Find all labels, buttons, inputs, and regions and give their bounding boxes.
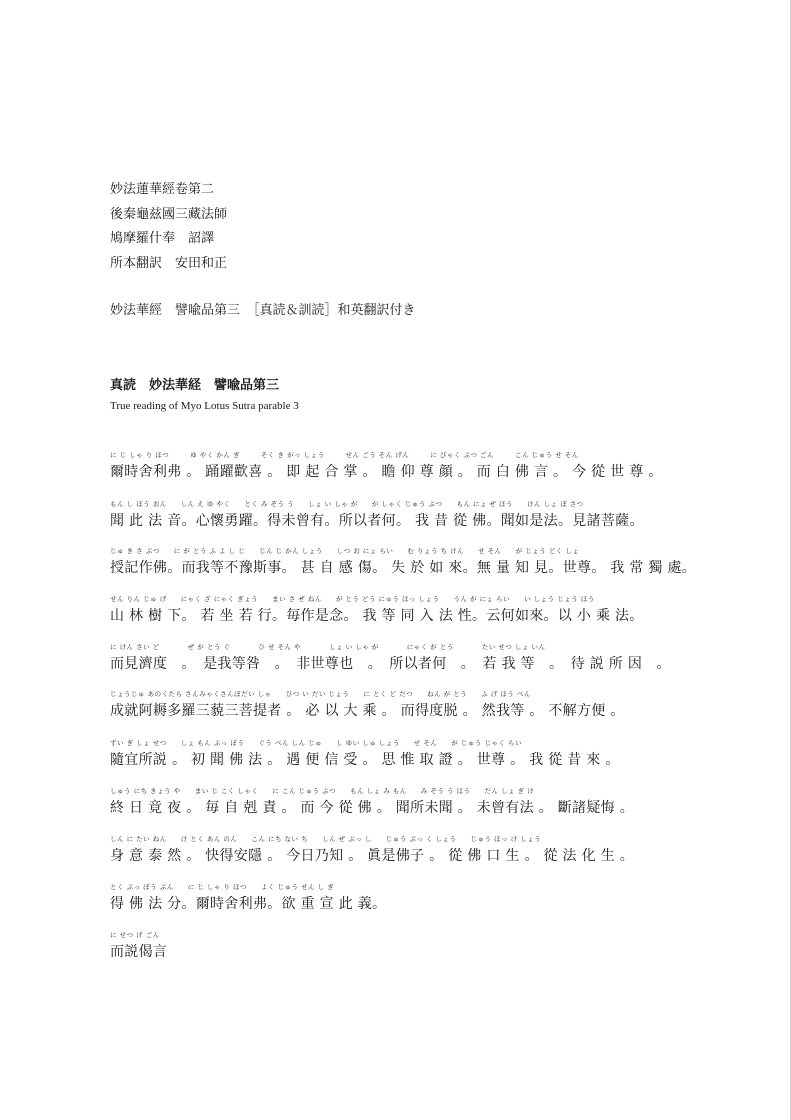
verse-line	[110, 547, 697, 581]
verse-text: 而説偈言	[110, 944, 168, 960]
furigana-reading: に じ しゃ り ほつ ゆ やく かん ぎ そく き がっ しょう せん ごう そん げん に びゃく ぶつ ごん こん じゅう せ そん	[110, 451, 579, 459]
verse-line	[110, 595, 690, 629]
section-title: 真読 妙法華経 譬喩品第三	[110, 378, 280, 393]
verse-text: 身 意 泰 然 。 快得安隱 。 今日乃知 。 眞是佛子 。 從 佛 口 生 。 從 法 化 生 。	[110, 848, 635, 864]
verse-line	[110, 835, 690, 869]
verse-text: 山 林 樹 下。 若 坐 若 行。毎作是念。 我 等 同 入 法 性。云何如來。以 小 乘 法。	[110, 608, 644, 624]
furigana-reading: もん し ほう おん しん え ゆ やく とく み ぞう う しょ い しゃ が が しゃく じゅう ぶつ もん にょ ぜ ほう けん しょ ぼ さつ	[110, 500, 584, 508]
furigana-reading: しん に たい ねん け とく あん のん こん にち ない ち しん ぜ ぶっ し じゅう ぶっ く しょう じゅう ほっ け しょう	[110, 835, 542, 843]
verse-line	[110, 739, 690, 773]
verse-line	[110, 690, 690, 724]
verse-text: 爾時舍利弗 。 踊躍歡喜 。 即 起 合 掌 。 瞻 仰 尊 顔 。 而 白 佛 言 。 今 從 世 尊 。	[110, 464, 663, 480]
furigana-reading: しゅう にち きょう や まい じ こく しゃく に こん じゅう ぶつ もん しょ み もん み ぞう う ほう だん しょ ぎ け	[110, 787, 535, 795]
verse-line	[110, 787, 690, 821]
scroll-title: 妙法蓮華經卷第二	[110, 182, 215, 197]
verse-line	[110, 451, 690, 485]
verse-text: 而見濟度 。 是我等咎 。 非世尊也 。 所以者何 。 若 我 等 。 待 説 所 因 。	[110, 656, 671, 672]
verse-text: 得 佛 法 分。爾時舍利弗。欲 重 宣 此 義。	[110, 896, 387, 912]
verse-line	[110, 643, 690, 677]
translator-line: 鳩摩羅什奉 詔譯	[110, 231, 215, 246]
verse-text: 終 日 竟 夜 。 毎 自 剋 責 。 而 今 從 佛 。 聞所未聞 。 未曾有法 。 斷諸疑悔 。	[110, 800, 635, 816]
dynasty-line: 後秦龜兹國三藏法師	[110, 207, 228, 222]
verse-text: 成就阿耨多羅三藐三菩提者 。 必 以 大 乘 。 而得度脱 。 然我等 。 不解方便 。	[110, 703, 625, 719]
furigana-reading: とく ぶっ ぽう ぶん に じ しゃ り ほつ よく じゅう せん し ぎ	[110, 883, 335, 891]
furigana-reading: じょうじゅ あのくたら さんみゃくさんぼだい しゃ ひつ い だい じょう に とく ど だつ ねん が とう ふ げ ほう べん	[110, 690, 531, 698]
verse-line	[110, 883, 690, 917]
furigana-reading: に けん さい ど ぜ が とう ぐ ひ せ そん や しょ い しゃ が にゃく が とう たい せつ しょ いん	[110, 643, 546, 651]
verse-text: 隨宜所説 。 初 聞 佛 法 。 遇 便 信 受 。 思 惟 取 證 。 世尊 。 我 從 昔 來 。	[110, 752, 620, 768]
furigana-reading: ずい ぎ しょ せつ しょ もん ぶっ ぽう ぐう べん しん じゅ し ゆい しゅ しょう せ そん が じゅう じゃく らい	[110, 739, 523, 747]
verse-text: 聞 此 法 音。心懷勇躍。得未曾有。所以者何。 我 昔 從 佛。聞如是法。見諸菩薩。	[110, 513, 644, 529]
furigana-reading: じゅ き さ ぶつ に が とう ふ よ し じ じん じ かん しょう しつ お にょ らい む りょう ち けん せ そん が じょう どく しょ	[110, 547, 580, 555]
verse-text: 授記作佛。而我等不豫斯事。 甚 自 感 傷。 失 於 如 來。無 量 知 見。世尊。 我 常 獨 處。	[110, 560, 697, 576]
verse-line	[110, 500, 690, 534]
furigana-reading: せん りん じゅ げ にゃく ざ にゃく ぎょう まい さ ぜ ねん が とう どう にゅう ほっ しょう うん が にょ らい い しょう じょう ほう	[110, 595, 595, 603]
verse-line	[110, 931, 690, 965]
section-subtitle-english: True reading of Myo Lotus Sutra parable 3	[110, 400, 299, 412]
furigana-reading: に せつ げ ごん	[110, 931, 160, 939]
document-subtitle: 妙法華經 譬喩品第三 ［真読＆訓読］和英翻訳付き	[110, 303, 416, 318]
modern-translator-line: 所本翻訳 安田和正	[110, 256, 228, 271]
